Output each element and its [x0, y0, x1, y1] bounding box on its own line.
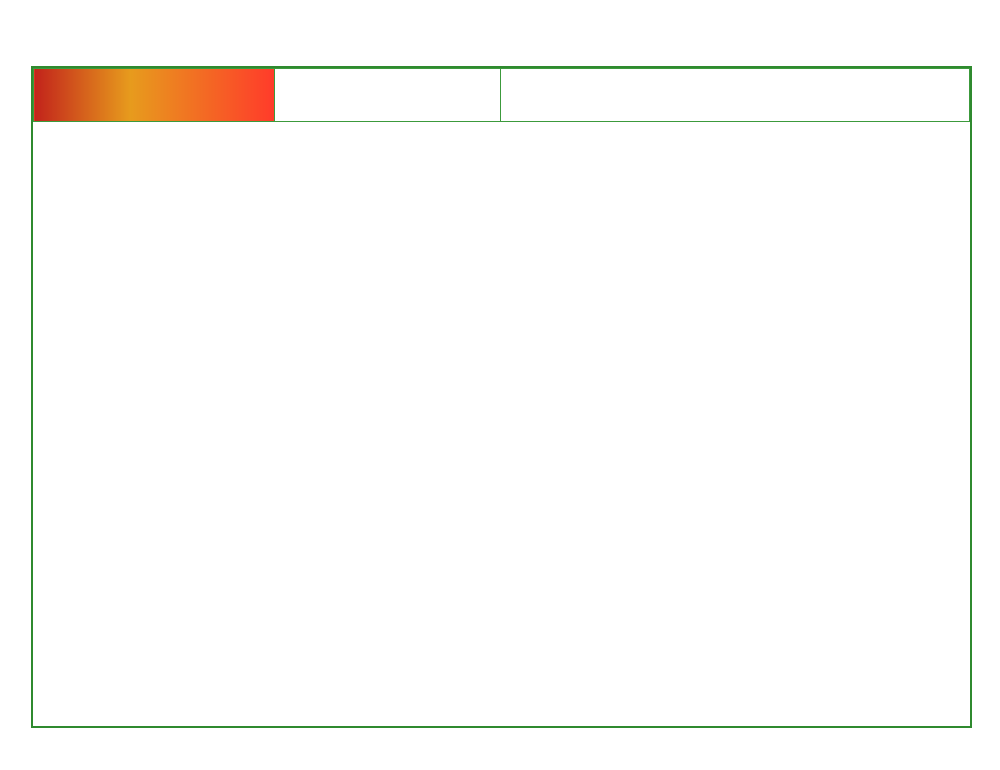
snake-banner-image [34, 69, 275, 122]
zodiac-chart [31, 66, 972, 728]
banner-table [33, 68, 970, 122]
slogan [275, 69, 501, 122]
year-label [501, 69, 970, 122]
